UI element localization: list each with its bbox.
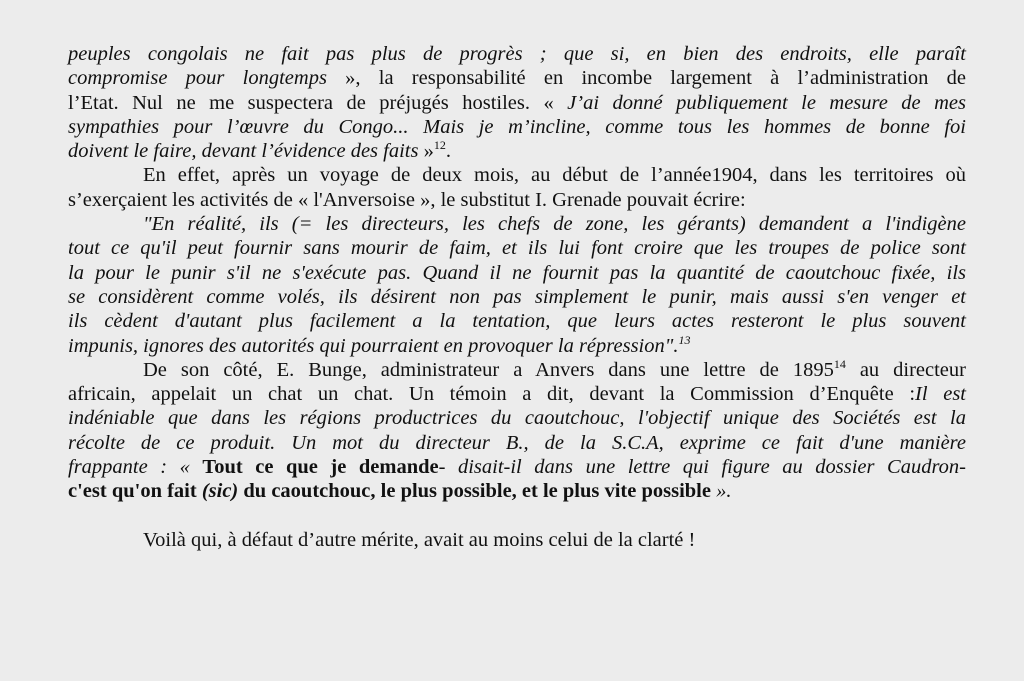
text-line	[68, 212, 966, 236]
text-line	[68, 334, 966, 358]
text: s’exerçaient les activités de « l'Anversoise », le substitut I. Grenade pouvait écrire:	[68, 188, 746, 211]
text-line	[68, 188, 966, 212]
italic-text: indéniable que dans les régions productrices du caoutchouc, l'objectif unique des Sociétés est la	[68, 407, 966, 430]
quotation	[68, 212, 966, 358]
text-line	[68, 382, 966, 406]
text: africain, appelait un chat un chat. Un témoin a dit, devant la Commission d’Enquête :	[68, 383, 916, 406]
bold-text: du caoutchouc, le plus possible, et le plus vite possible	[238, 480, 711, 503]
text-line	[68, 261, 966, 285]
bold-italic-text: (sic)	[201, 480, 239, 503]
bold-text: Tout ce que je demande	[202, 456, 439, 479]
text-line	[68, 91, 966, 115]
italic-text: "En réalité, ils (= les directeurs, les chefs de zone, les gérants) demandent a l'indigène	[143, 213, 966, 236]
bold-text: c'est qu'on fait	[68, 480, 202, 503]
footnote-ref: 14	[833, 357, 846, 372]
paragraph-1	[68, 42, 966, 163]
text-line	[68, 236, 966, 260]
text-line	[68, 163, 966, 187]
paragraph-3	[68, 358, 966, 504]
text: », la responsabilité en incombe largement à l’administration de	[326, 67, 966, 90]
blank-line	[68, 504, 966, 528]
text-line	[68, 479, 966, 503]
text: .	[445, 140, 451, 163]
text-line	[68, 309, 966, 333]
italic-text: sympathies pour l’œuvre du Congo... Mais je m’incline, comme tous les hommes de bonne foi	[68, 115, 966, 138]
italic-text: - disait-il dans une lettre qui figure au dossier Caudron-	[438, 456, 966, 479]
text-line	[68, 139, 966, 163]
footnote-ref: 12	[433, 138, 446, 153]
italic-text: peuples congolais ne fait pas plus de progrès ; que si, en bien des endroits, elle paraît	[68, 43, 966, 65]
italic-text: se considèrent comme volés, ils désirent non pas simplement le punir, mais aussi s'en venger et	[68, 285, 966, 308]
text-line	[68, 285, 966, 309]
italic-text: ».	[710, 480, 732, 503]
text-line	[68, 406, 966, 430]
italic-text: récolte de ce produit. Un mot du directeur B., de la S.C.A, exprime ce fait d'une manière	[68, 431, 966, 454]
text-line	[68, 455, 966, 479]
paragraph-2	[68, 163, 966, 212]
italic-text: compromise pour longtemps	[68, 67, 327, 90]
text-line	[68, 431, 966, 455]
text-line	[68, 66, 966, 90]
text: au directeur	[845, 358, 966, 381]
italic-text: doivent le faire, devant l’évidence des faits	[68, 140, 419, 163]
italic-text: impunis, ignores des autorités qui pourraient en provoquer la répression".	[68, 334, 679, 357]
italic-text: J’ai donné publiquement le mesure de mes	[567, 91, 966, 114]
text: En effet, après un voyage de deux mois, au début de l’année1904, dans les territoires où	[143, 164, 966, 187]
text-line	[68, 115, 966, 139]
text: »	[418, 140, 434, 163]
footnote-ref: 13	[678, 332, 691, 347]
italic-text: la pour le punir s'il ne s'exécute pas. Quand il ne fournit pas la quantité de caoutchouc fixée, ils	[68, 261, 966, 284]
text-line	[68, 42, 966, 66]
italic-text: tout ce qu'il peut fournir sans mourir de faim, et ils lui font croire que les troupes de police sont	[68, 237, 966, 260]
text: Voilà qui, à défaut d’autre mérite, avait au moins celui de la clarté !	[143, 528, 696, 551]
closing-line	[68, 528, 966, 552]
text: l’Etat. Nul ne me suspectera de préjugés hostiles. «	[68, 91, 568, 114]
italic-text: Il est	[915, 383, 966, 406]
text: De son côté, E. Bunge, administrateur a Anvers dans une lettre de 1895	[143, 358, 834, 381]
text-line	[68, 358, 966, 382]
italic-text: ils cèdent d'autant plus facilement a la tentation, que leurs actes resteront le plus souvent	[68, 310, 966, 333]
italic-text: frappante : «	[68, 456, 203, 479]
